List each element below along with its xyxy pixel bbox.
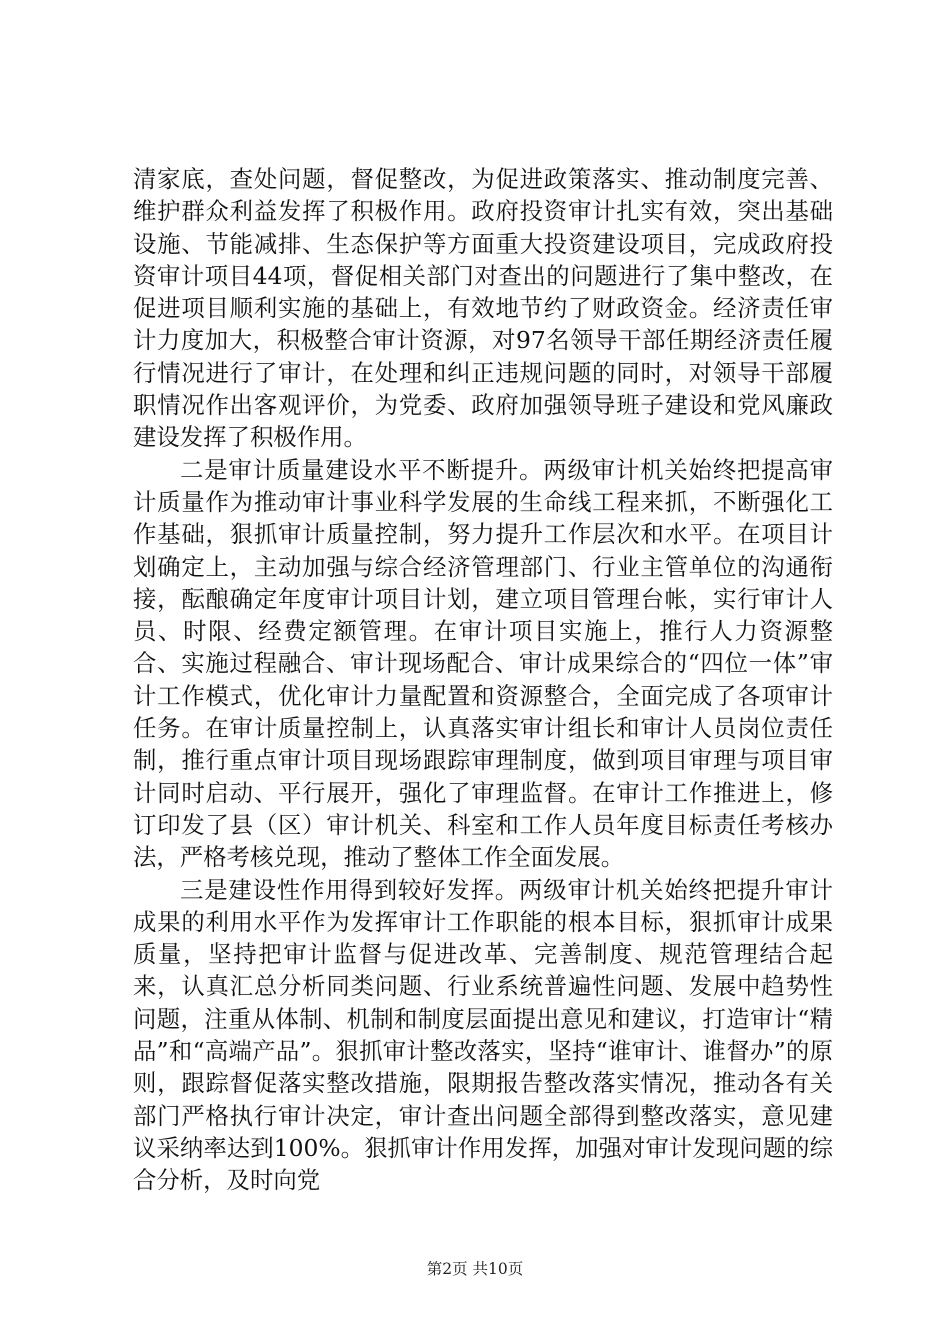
body-text — [133, 163, 833, 1197]
paragraph-audit-quality: 二是审计质量建设水平不断提升。两级审计机关始终把提高审计质量作为推动审计事业科学发展的生命线工程来抓，不断强化工作基础，狠抓审计质量控制，努力提升工作层次和水平。在项目计划确定上，主动加强与综合经济管理部门、行业主管单位的沟通衔接，酝酿确定年度审计项目计划，建立项目管理台帐，实行审计人员、时限、经费定额管理。在审计项目实施上，推行人力资源整合、实施过程融合、审计现场配合、审计成果综合的“四位一体”审计工作模式，优化审计力量配置和资源整合，全面完成了各项审计任务。在审计质量控制上，认真落实审计组长和审计人员岗位责任制，推行重点审计项目现场跟踪审理制度，做到项目审理与项目审计同时启动、平行展开，强化了审理监督。在审计工作推进上，修订印发了县（区）审计机关、科室和工作人员年度目标责任考核办法，严格考核兑现，推动了整体工作全面发展。 — [133, 455, 833, 872]
paragraph-continued: 清家底，查处问题，督促整改，为促进政策落实、推动制度完善、维护群众利益发挥了积极作用。政府投资审计扎实有效，突出基础设施、节能减排、生态保护等方面重大投资建设项目，完成政府投资审计项目44项，督促相关部门对查出的问题进行了集中整改，在促进项目顺利实施的基础上，有效地节约了财政资金。经济责任审计力度加大，积极整合审计资源，对97名领导干部任期经济责任履行情况进行了审计，在处理和纠正违规问题的同时，对领导干部履职情况作出客观评价，为党委、政府加强领导班子建设和党风廉政建设发挥了积极作用。 — [133, 165, 833, 452]
paragraph-constructive-role: 三是建设性作用得到较好发挥。两级审计机关始终把提升审计成果的利用水平作为发挥审计工作职能的根本目标，狠抓审计成果质量，坚持把审计监督与促进改革、完善制度、规范管理结合起来，认真汇总分析同类问题、行业系统普遍性问题、发展中趋势性问题，注重从体制、机制和制度层面提出意见和建议，打造审计“精品”和“高端产品”。狠抓审计整改落实，坚持“谁审计、谁督办”的原则，跟踪督促落实整改措施，限期报告整改落实情况，推动各有关部门严格执行审计决定，审计查出问题全部得到整改落实，意见建议采纳率达到100%。狠抓审计作用发挥，加强对审计发现问题的综合分析，及时向党 — [133, 875, 833, 1195]
page-number-footer: 第2页 共10页 — [426, 1260, 524, 1278]
